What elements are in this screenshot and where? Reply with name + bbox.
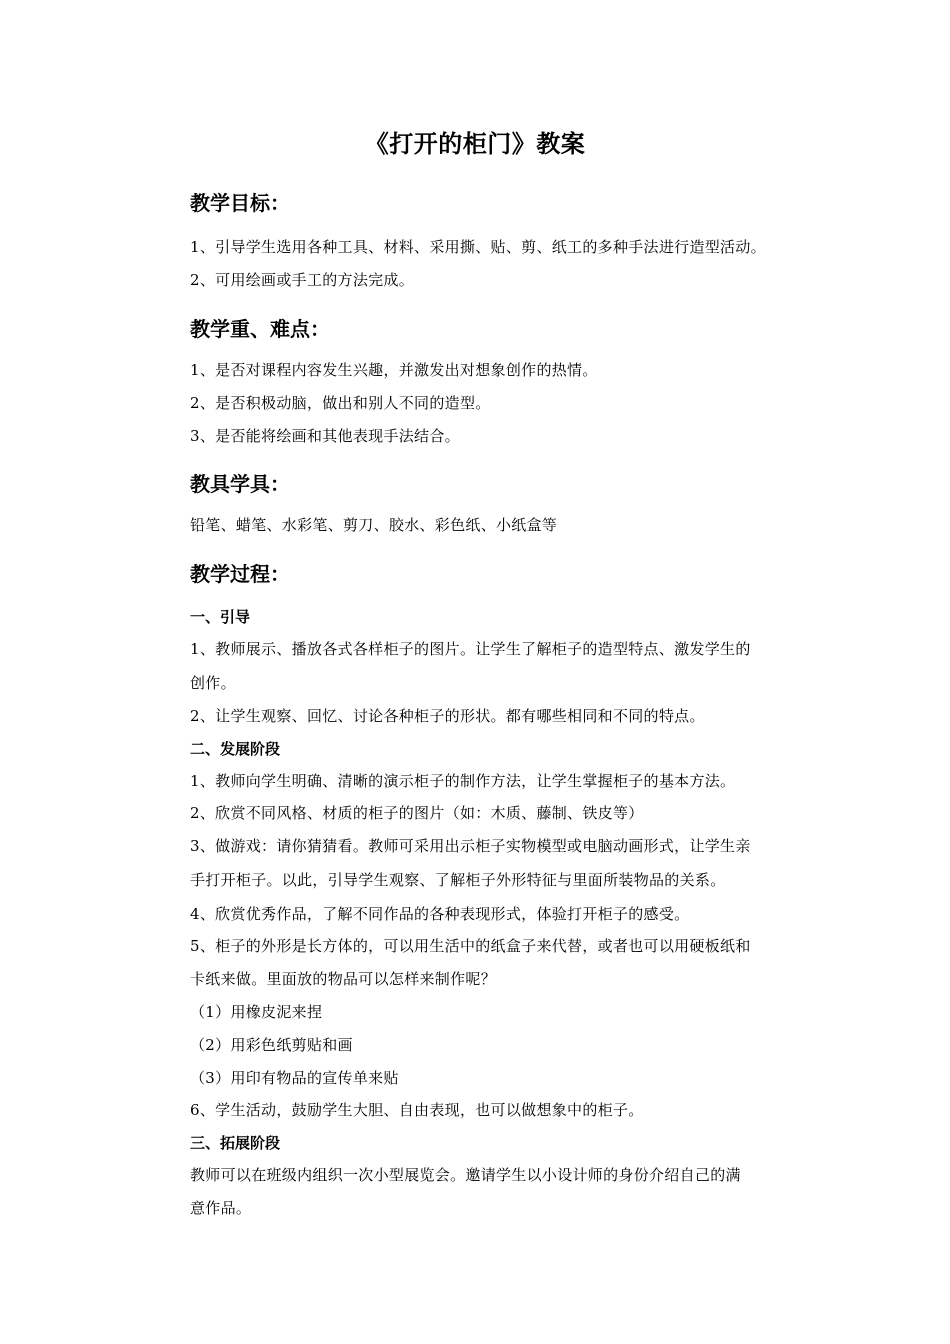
part2-heading: 二、发展阶段 [190,740,281,758]
process-heading: 教学过程： [190,562,290,586]
key-points-line-2: 2、是否积极动脑，做出和别人不同的造型。 [190,394,491,412]
goals-heading: 教学目标： [190,191,290,215]
part2-line-6: 5、柜子的外形是长方体的，可以用生活中的纸盒子来代替，或者也可以用硬板纸和 [190,937,751,955]
part2-line-8: （1）用橡皮泥来捏 [190,1003,323,1021]
key-points-line-1: 1、是否对课程内容发生兴趣，并激发出对想象创作的热情。 [190,361,598,379]
goals-line-1: 1、引导学生选用各种工具、材料、采用撕、贴、剪、纸工的多种手法进行造型活动。 [190,238,766,256]
part1-heading: 一、引导 [190,608,251,626]
part2-line-2: 2、欣赏不同风格、材质的柜子的图片（如：木质、藤制、铁皮等） [190,804,644,822]
part2-line-7: 卡纸来做。里面放的物品可以怎样来制作呢？ [190,970,497,988]
part2-line-1: 1、教师向学生明确、清晰的演示柜子的制作方法，让学生掌握柜子的基本方法。 [190,772,736,790]
part1-line-1: 1、教师展示、播放各式各样柜子的图片。让学生了解柜子的造型特点、激发学生的 [190,640,751,658]
part2-line-9: （2）用彩色纸剪贴和画 [190,1036,353,1054]
part2-line-10: （3）用印有物品的宣传单来贴 [190,1069,399,1087]
part3-heading: 三、拓展阶段 [190,1134,281,1152]
tools-line-1: 铅笔、蜡笔、水彩笔、剪刀、胶水、彩色纸、小纸盒等 [190,516,558,534]
part3-line-2: 意作品。 [190,1199,252,1217]
part1-line-2: 创作。 [190,674,236,692]
part2-line-11: 6、学生活动，鼓励学生大胆、自由表现，也可以做想象中的柜子。 [190,1101,644,1119]
tools-heading: 教具学具： [190,472,290,496]
document-title: 《打开的柜门》教案 [364,130,586,158]
part2-line-5: 4、欣赏优秀作品，了解不同作品的各种表现形式，体验打开柜子的感受。 [190,905,690,923]
part1-line-3: 2、让学生观察、回忆、讨论各种柜子的形状。都有哪些相同和不同的特点。 [190,707,705,725]
key-points-line-3: 3、是否能将绘画和其他表现手法结合。 [190,427,460,445]
part3-line-1: 教师可以在班级内组织一次小型展览会。邀请学生以小设计师的身份介绍自己的满 [190,1166,741,1184]
goals-line-2: 2、可用绘画或手工的方法完成。 [190,271,415,289]
key-points-heading: 教学重、难点： [190,317,330,341]
part2-line-3: 3、做游戏：请你猜猜看。教师可采用出示柜子实物模型或电脑动画形式，让学生亲 [190,837,751,855]
part2-line-4: 手打开柜子。以此，引导学生观察、了解柜子外形特征与里面所装物品的关系。 [190,871,726,889]
